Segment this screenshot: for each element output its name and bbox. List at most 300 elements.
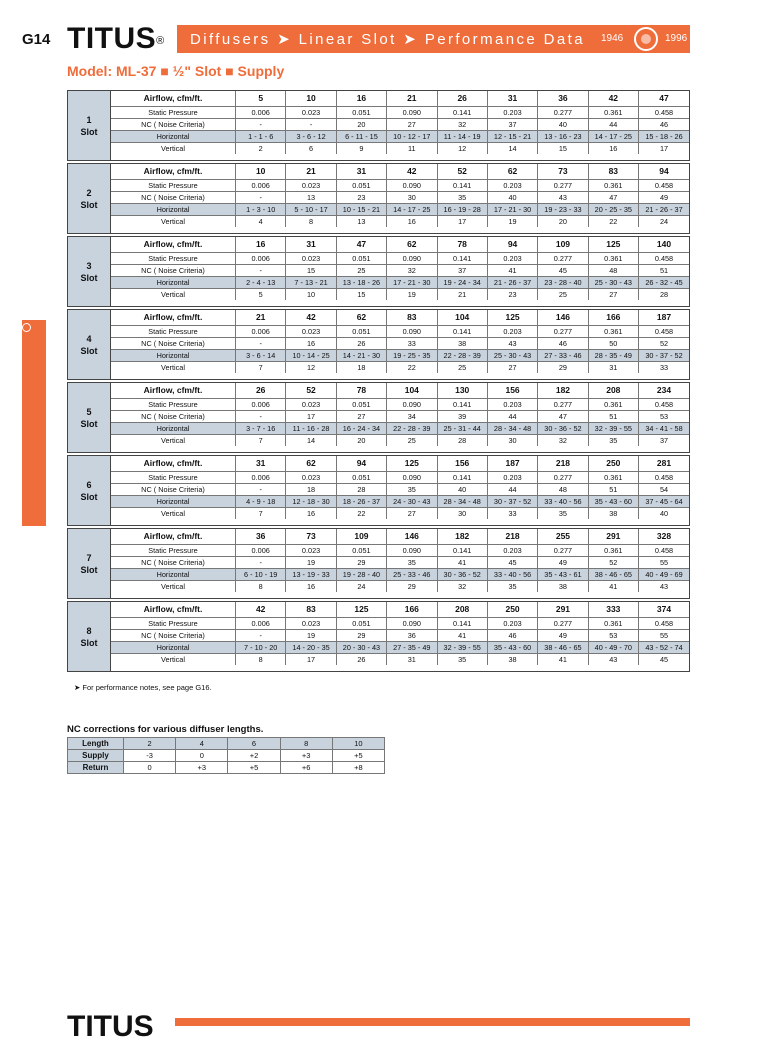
table-cell: 6 bbox=[228, 738, 280, 750]
table-cell: +5 bbox=[228, 762, 280, 774]
table-row-vertical bbox=[111, 435, 689, 447]
table-cell: 34 - 41 - 58 bbox=[639, 423, 690, 435]
table-cell: 0.458 bbox=[639, 618, 690, 630]
table-cell: 9 bbox=[336, 143, 386, 155]
table-cell: 45 bbox=[487, 557, 537, 569]
table-cell: 14 bbox=[487, 143, 537, 155]
slot-number: 5 bbox=[86, 406, 92, 417]
table-row-nc bbox=[111, 265, 689, 277]
table-row-static bbox=[111, 472, 689, 484]
table-row-vertical bbox=[111, 508, 689, 520]
table-cell: - bbox=[236, 484, 286, 496]
side-tab-mark-icon bbox=[22, 323, 31, 332]
table-cell: 109 bbox=[336, 529, 386, 545]
table-cell: 12 bbox=[286, 362, 336, 374]
table-cell: 23 bbox=[336, 192, 386, 204]
table-cell: 35 bbox=[387, 557, 437, 569]
table-cell: 54 bbox=[639, 484, 690, 496]
table-cell: 0.051 bbox=[336, 180, 386, 192]
table-cell: 21 bbox=[437, 289, 487, 301]
table-cell: 4 bbox=[236, 216, 286, 228]
table-cell: 281 bbox=[639, 456, 690, 472]
table-cell: 0.006 bbox=[236, 399, 286, 411]
table-row-horizontal bbox=[111, 496, 689, 508]
table-row-vertical bbox=[111, 289, 689, 301]
table-cell: 104 bbox=[437, 310, 487, 326]
table-cell: 21 - 26 - 37 bbox=[487, 277, 537, 289]
table-cell: 35 bbox=[437, 654, 487, 666]
table-cell: 22 - 28 - 39 bbox=[437, 350, 487, 362]
table-row bbox=[68, 738, 385, 750]
table-cell: 26 - 32 - 45 bbox=[639, 277, 690, 289]
table-cell: 23 - 28 - 40 bbox=[538, 277, 588, 289]
table-cell: 0.458 bbox=[639, 107, 690, 119]
table-cell: 14 bbox=[286, 435, 336, 447]
table-cell: 27 bbox=[387, 119, 437, 131]
table-cell: 16 bbox=[336, 91, 386, 107]
table-cell: 62 bbox=[336, 310, 386, 326]
table-cell: 37 bbox=[639, 435, 690, 447]
table-cell: 0.006 bbox=[236, 618, 286, 630]
table-cell: 52 bbox=[588, 557, 638, 569]
row-label: NC ( Noise Criteria) bbox=[111, 265, 236, 277]
table-cell: - bbox=[236, 338, 286, 350]
table-cell: 0.141 bbox=[437, 545, 487, 557]
table-cell: 35 bbox=[437, 192, 487, 204]
table-row bbox=[68, 750, 385, 762]
table-cell: 125 bbox=[336, 602, 386, 618]
table-cell: 20 bbox=[336, 119, 386, 131]
table-cell: 8 bbox=[280, 738, 332, 750]
table-cell: 140 bbox=[639, 237, 690, 253]
performance-table bbox=[111, 237, 689, 300]
table-cell: 32 bbox=[538, 435, 588, 447]
table-cell: 0.051 bbox=[336, 253, 386, 265]
table-cell: 0.023 bbox=[286, 180, 336, 192]
row-label: Horizontal bbox=[111, 569, 236, 581]
table-cell: 14 - 17 - 25 bbox=[387, 204, 437, 216]
year-start: 1946 bbox=[601, 33, 624, 44]
table-row-vertical bbox=[111, 362, 689, 374]
row-label: Length bbox=[68, 738, 124, 750]
slot-label: Slot bbox=[80, 199, 98, 210]
performance-note: ➤ For performance notes, see page G16. bbox=[74, 683, 212, 692]
table-cell: 0.023 bbox=[286, 399, 336, 411]
table-cell: 53 bbox=[639, 411, 690, 423]
table-cell: 15 bbox=[336, 289, 386, 301]
table-cell: 3 - 6 - 14 bbox=[236, 350, 286, 362]
table-cell: 19 - 25 - 35 bbox=[387, 350, 437, 362]
table-cell: 28 - 34 - 48 bbox=[487, 423, 537, 435]
slot-number: 2 bbox=[86, 187, 92, 198]
table-row-static bbox=[111, 107, 689, 119]
table-cell: 55 bbox=[639, 630, 690, 642]
slot-number: 6 bbox=[86, 479, 92, 490]
table-cell: 52 bbox=[286, 383, 336, 399]
table-cell: 374 bbox=[639, 602, 690, 618]
table-row-airflow bbox=[111, 456, 689, 472]
brand-logo bbox=[67, 24, 165, 54]
row-label: Vertical bbox=[111, 581, 236, 593]
row-label: Vertical bbox=[111, 143, 236, 155]
table-row-horizontal bbox=[111, 204, 689, 216]
table-cell: 0 bbox=[176, 750, 228, 762]
table-cell: 0.006 bbox=[236, 107, 286, 119]
table-cell: 40 bbox=[639, 508, 690, 520]
table-cell: 7 bbox=[236, 435, 286, 447]
row-label: NC ( Noise Criteria) bbox=[111, 411, 236, 423]
table-cell: 62 bbox=[487, 164, 537, 180]
table-cell: - bbox=[236, 119, 286, 131]
table-cell: 0.141 bbox=[437, 399, 487, 411]
table-cell: 0.023 bbox=[286, 326, 336, 338]
table-row-static bbox=[111, 618, 689, 630]
table-cell: 0.277 bbox=[538, 180, 588, 192]
table-cell: 10 - 15 - 21 bbox=[336, 204, 386, 216]
table-cell: 51 bbox=[588, 484, 638, 496]
table-row-airflow bbox=[111, 164, 689, 180]
table-cell: 333 bbox=[588, 602, 638, 618]
table-cell: 30 - 37 - 52 bbox=[639, 350, 690, 362]
row-label: NC ( Noise Criteria) bbox=[111, 338, 236, 350]
table-row-static bbox=[111, 253, 689, 265]
table-cell: 94 bbox=[639, 164, 690, 180]
table-cell: 27 - 33 - 46 bbox=[538, 350, 588, 362]
table-cell: 32 - 39 - 55 bbox=[437, 642, 487, 654]
table-row-static bbox=[111, 326, 689, 338]
table-cell: 22 bbox=[336, 508, 386, 520]
table-cell: +6 bbox=[280, 762, 332, 774]
table-cell: 55 bbox=[639, 557, 690, 569]
table-row-vertical bbox=[111, 216, 689, 228]
table-cell: 52 bbox=[639, 338, 690, 350]
table-row-horizontal bbox=[111, 131, 689, 143]
row-label: Vertical bbox=[111, 289, 236, 301]
table-cell: 0.006 bbox=[236, 180, 286, 192]
table-cell: 14 - 21 - 30 bbox=[336, 350, 386, 362]
table-cell: 0.458 bbox=[639, 180, 690, 192]
table-cell: - bbox=[236, 265, 286, 277]
table-cell: 187 bbox=[487, 456, 537, 472]
table-cell: 328 bbox=[639, 529, 690, 545]
table-cell: 146 bbox=[387, 529, 437, 545]
table-cell: 15 bbox=[538, 143, 588, 155]
table-cell: 31 bbox=[236, 456, 286, 472]
table-cell: 37 bbox=[437, 265, 487, 277]
table-cell: 27 bbox=[487, 362, 537, 374]
table-cell: 20 - 30 - 43 bbox=[336, 642, 386, 654]
table-cell: 8 bbox=[236, 581, 286, 593]
table-row-nc bbox=[111, 192, 689, 204]
table-cell: 0.277 bbox=[538, 253, 588, 265]
table-cell: 28 bbox=[639, 289, 690, 301]
table-cell: 218 bbox=[538, 456, 588, 472]
slot-block bbox=[67, 455, 690, 526]
table-cell: 11 - 16 - 28 bbox=[286, 423, 336, 435]
table-cell: 33 bbox=[387, 338, 437, 350]
table-cell: 43 bbox=[639, 581, 690, 593]
table-cell: 10 bbox=[236, 164, 286, 180]
table-cell: 0.051 bbox=[336, 399, 386, 411]
table-cell: 13 - 19 - 33 bbox=[286, 569, 336, 581]
table-cell: 16 bbox=[286, 338, 336, 350]
table-cell: 37 - 45 - 64 bbox=[639, 496, 690, 508]
table-cell: 35 bbox=[387, 484, 437, 496]
table-cell: 41 bbox=[437, 557, 487, 569]
table-cell: 20 bbox=[538, 216, 588, 228]
row-label: NC ( Noise Criteria) bbox=[111, 630, 236, 642]
table-cell: 48 bbox=[538, 484, 588, 496]
row-label: Horizontal bbox=[111, 423, 236, 435]
table-cell: +3 bbox=[280, 750, 332, 762]
table-cell: 32 - 39 - 55 bbox=[588, 423, 638, 435]
table-cell: 16 bbox=[236, 237, 286, 253]
table-cell: 35 bbox=[487, 581, 537, 593]
table-cell: 29 bbox=[336, 630, 386, 642]
table-cell: 25 - 30 - 43 bbox=[588, 277, 638, 289]
table-cell: 35 bbox=[538, 508, 588, 520]
table-cell: 21 bbox=[236, 310, 286, 326]
row-label: NC ( Noise Criteria) bbox=[111, 192, 236, 204]
table-row-vertical bbox=[111, 581, 689, 593]
table-cell: 24 bbox=[639, 216, 690, 228]
table-cell: 19 bbox=[286, 557, 336, 569]
table-cell: 42 bbox=[236, 602, 286, 618]
table-cell: 37 bbox=[487, 119, 537, 131]
table-cell: 15 bbox=[286, 265, 336, 277]
anniversary-seal-icon bbox=[634, 27, 658, 51]
row-label: Horizontal bbox=[111, 277, 236, 289]
table-cell: 0.090 bbox=[387, 399, 437, 411]
slot-block bbox=[67, 163, 690, 234]
table-cell: 19 - 23 - 33 bbox=[538, 204, 588, 216]
table-cell: 83 bbox=[387, 310, 437, 326]
table-cell: 28 bbox=[336, 484, 386, 496]
table-cell: 0.006 bbox=[236, 545, 286, 557]
table-cell: 0.203 bbox=[487, 399, 537, 411]
table-cell: 26 bbox=[336, 654, 386, 666]
table-cell: 31 bbox=[588, 362, 638, 374]
table-cell: 44 bbox=[588, 119, 638, 131]
slot-block bbox=[67, 601, 690, 672]
row-label: Airflow, cfm/ft. bbox=[111, 529, 236, 545]
table-cell: 125 bbox=[387, 456, 437, 472]
table-cell: 146 bbox=[538, 310, 588, 326]
table-row-nc bbox=[111, 484, 689, 496]
table-cell: 1 - 1 - 6 bbox=[236, 131, 286, 143]
table-cell: 0.006 bbox=[236, 326, 286, 338]
row-label: NC ( Noise Criteria) bbox=[111, 119, 236, 131]
slot-number: 1 bbox=[86, 114, 92, 125]
table-cell: 255 bbox=[538, 529, 588, 545]
table-cell: 27 - 35 - 49 bbox=[387, 642, 437, 654]
side-section-tab bbox=[22, 320, 46, 526]
table-cell: 14 - 17 - 25 bbox=[588, 131, 638, 143]
table-cell: 0.361 bbox=[588, 107, 638, 119]
table-row-horizontal bbox=[111, 423, 689, 435]
table-cell: 0.051 bbox=[336, 326, 386, 338]
nc-corrections-table bbox=[67, 737, 385, 774]
table-row-airflow bbox=[111, 91, 689, 107]
nc-corrections-title: NC corrections for various diffuser lengths. bbox=[67, 724, 264, 735]
table-cell: 24 bbox=[336, 581, 386, 593]
table-row-horizontal bbox=[111, 642, 689, 654]
table-cell: 0.090 bbox=[387, 107, 437, 119]
row-label: Airflow, cfm/ft. bbox=[111, 237, 236, 253]
table-cell: 33 bbox=[639, 362, 690, 374]
table-cell: 0.023 bbox=[286, 618, 336, 630]
table-cell: 6 bbox=[286, 143, 336, 155]
table-cell: 17 - 21 - 30 bbox=[387, 277, 437, 289]
table-cell: 0.090 bbox=[387, 618, 437, 630]
table-cell: 291 bbox=[538, 602, 588, 618]
table-cell: 5 bbox=[236, 91, 286, 107]
table-row bbox=[68, 762, 385, 774]
registered-mark: ® bbox=[156, 35, 165, 47]
table-cell: 41 bbox=[487, 265, 537, 277]
table-cell: 0.458 bbox=[639, 399, 690, 411]
table-cell: 16 - 19 - 28 bbox=[437, 204, 487, 216]
table-cell: 125 bbox=[588, 237, 638, 253]
table-cell: 18 bbox=[286, 484, 336, 496]
table-cell: 0.203 bbox=[487, 545, 537, 557]
table-cell: 0.277 bbox=[538, 545, 588, 557]
table-cell: 6 - 11 - 15 bbox=[336, 131, 386, 143]
table-cell: 182 bbox=[538, 383, 588, 399]
table-row-airflow bbox=[111, 602, 689, 618]
table-cell: 0.277 bbox=[538, 618, 588, 630]
table-cell: 46 bbox=[538, 338, 588, 350]
table-cell: 15 - 18 - 26 bbox=[639, 131, 690, 143]
table-cell: 22 bbox=[588, 216, 638, 228]
table-row-horizontal bbox=[111, 569, 689, 581]
table-cell: 20 - 25 - 35 bbox=[588, 204, 638, 216]
table-row-static bbox=[111, 180, 689, 192]
table-cell: 28 - 35 - 49 bbox=[588, 350, 638, 362]
table-cell: 43 bbox=[487, 338, 537, 350]
table-cell: - bbox=[286, 119, 336, 131]
slot-block bbox=[67, 236, 690, 307]
table-cell: 44 bbox=[487, 411, 537, 423]
table-row-horizontal bbox=[111, 350, 689, 362]
table-cell: 0.051 bbox=[336, 472, 386, 484]
table-cell: 45 bbox=[538, 265, 588, 277]
table-cell: 13 bbox=[286, 192, 336, 204]
table-cell: 73 bbox=[538, 164, 588, 180]
model-title: Model: ML-37 ■ ½" Slot ■ Supply bbox=[67, 63, 285, 79]
table-cell: 46 bbox=[487, 630, 537, 642]
table-cell: 19 - 28 - 40 bbox=[336, 569, 386, 581]
table-cell: 0.023 bbox=[286, 253, 336, 265]
table-cell: 250 bbox=[588, 456, 638, 472]
table-cell: 49 bbox=[538, 630, 588, 642]
table-cell: 26 bbox=[336, 338, 386, 350]
table-cell: 28 bbox=[437, 435, 487, 447]
table-cell: 31 bbox=[286, 237, 336, 253]
table-cell: +5 bbox=[332, 750, 384, 762]
table-cell: 17 bbox=[286, 654, 336, 666]
table-cell: 51 bbox=[639, 265, 690, 277]
table-cell: 49 bbox=[639, 192, 690, 204]
table-cell: 36 bbox=[236, 529, 286, 545]
table-cell: 0.203 bbox=[487, 326, 537, 338]
table-cell: 0.277 bbox=[538, 107, 588, 119]
table-cell: 41 bbox=[538, 654, 588, 666]
table-cell: 0.090 bbox=[387, 472, 437, 484]
table-cell: 16 bbox=[588, 143, 638, 155]
table-cell: 1 - 3 - 10 bbox=[236, 204, 286, 216]
table-cell: 32 bbox=[437, 119, 487, 131]
row-label: Vertical bbox=[111, 435, 236, 447]
table-cell: +2 bbox=[228, 750, 280, 762]
table-cell: 0.277 bbox=[538, 472, 588, 484]
table-row-airflow bbox=[111, 237, 689, 253]
table-cell: 46 bbox=[639, 119, 690, 131]
table-cell: 36 bbox=[538, 91, 588, 107]
table-cell: 35 - 43 - 60 bbox=[588, 496, 638, 508]
table-cell: 0.361 bbox=[588, 253, 638, 265]
slot-label: Slot bbox=[80, 418, 98, 429]
table-cell: 25 - 31 - 44 bbox=[437, 423, 487, 435]
table-cell: 23 bbox=[487, 289, 537, 301]
table-cell: 73 bbox=[286, 529, 336, 545]
table-cell: 0.051 bbox=[336, 618, 386, 630]
slot-cell bbox=[68, 164, 111, 233]
table-cell: 16 bbox=[286, 508, 336, 520]
table-cell: 78 bbox=[336, 383, 386, 399]
table-cell: 30 - 36 - 52 bbox=[437, 569, 487, 581]
slot-number: 3 bbox=[86, 260, 92, 271]
table-cell: 0.203 bbox=[487, 107, 537, 119]
row-label: Vertical bbox=[111, 362, 236, 374]
row-label: Airflow, cfm/ft. bbox=[111, 383, 236, 399]
table-cell: 7 - 13 - 21 bbox=[286, 277, 336, 289]
table-cell: 30 bbox=[487, 435, 537, 447]
table-cell: 27 bbox=[588, 289, 638, 301]
table-cell: 35 bbox=[588, 435, 638, 447]
table-cell: 0.141 bbox=[437, 180, 487, 192]
slot-block bbox=[67, 528, 690, 599]
slot-label: Slot bbox=[80, 637, 98, 648]
slot-label: Slot bbox=[80, 564, 98, 575]
table-cell: 8 bbox=[286, 216, 336, 228]
table-cell: 0.006 bbox=[236, 253, 286, 265]
table-cell: 0.090 bbox=[387, 180, 437, 192]
table-cell: 45 bbox=[639, 654, 690, 666]
row-label: Static Pressure bbox=[111, 180, 236, 192]
table-cell: 125 bbox=[487, 310, 537, 326]
table-cell: 17 - 21 - 30 bbox=[487, 204, 537, 216]
year-end: 1996 bbox=[665, 33, 688, 44]
table-cell: 22 bbox=[387, 362, 437, 374]
table-cell: 31 bbox=[336, 164, 386, 180]
table-cell: 5 - 10 - 17 bbox=[286, 204, 336, 216]
table-cell: 32 bbox=[437, 581, 487, 593]
table-cell: 53 bbox=[588, 630, 638, 642]
table-cell: 42 bbox=[387, 164, 437, 180]
table-cell: 0.277 bbox=[538, 399, 588, 411]
row-label: Airflow, cfm/ft. bbox=[111, 602, 236, 618]
table-cell: 20 bbox=[336, 435, 386, 447]
table-cell: 0.361 bbox=[588, 180, 638, 192]
table-cell: 22 - 28 - 39 bbox=[387, 423, 437, 435]
table-cell: 47 bbox=[588, 192, 638, 204]
slot-cell bbox=[68, 237, 111, 306]
table-cell: 6 - 10 - 19 bbox=[236, 569, 286, 581]
row-label: Static Pressure bbox=[111, 545, 236, 557]
table-cell: 104 bbox=[387, 383, 437, 399]
table-cell: 109 bbox=[538, 237, 588, 253]
